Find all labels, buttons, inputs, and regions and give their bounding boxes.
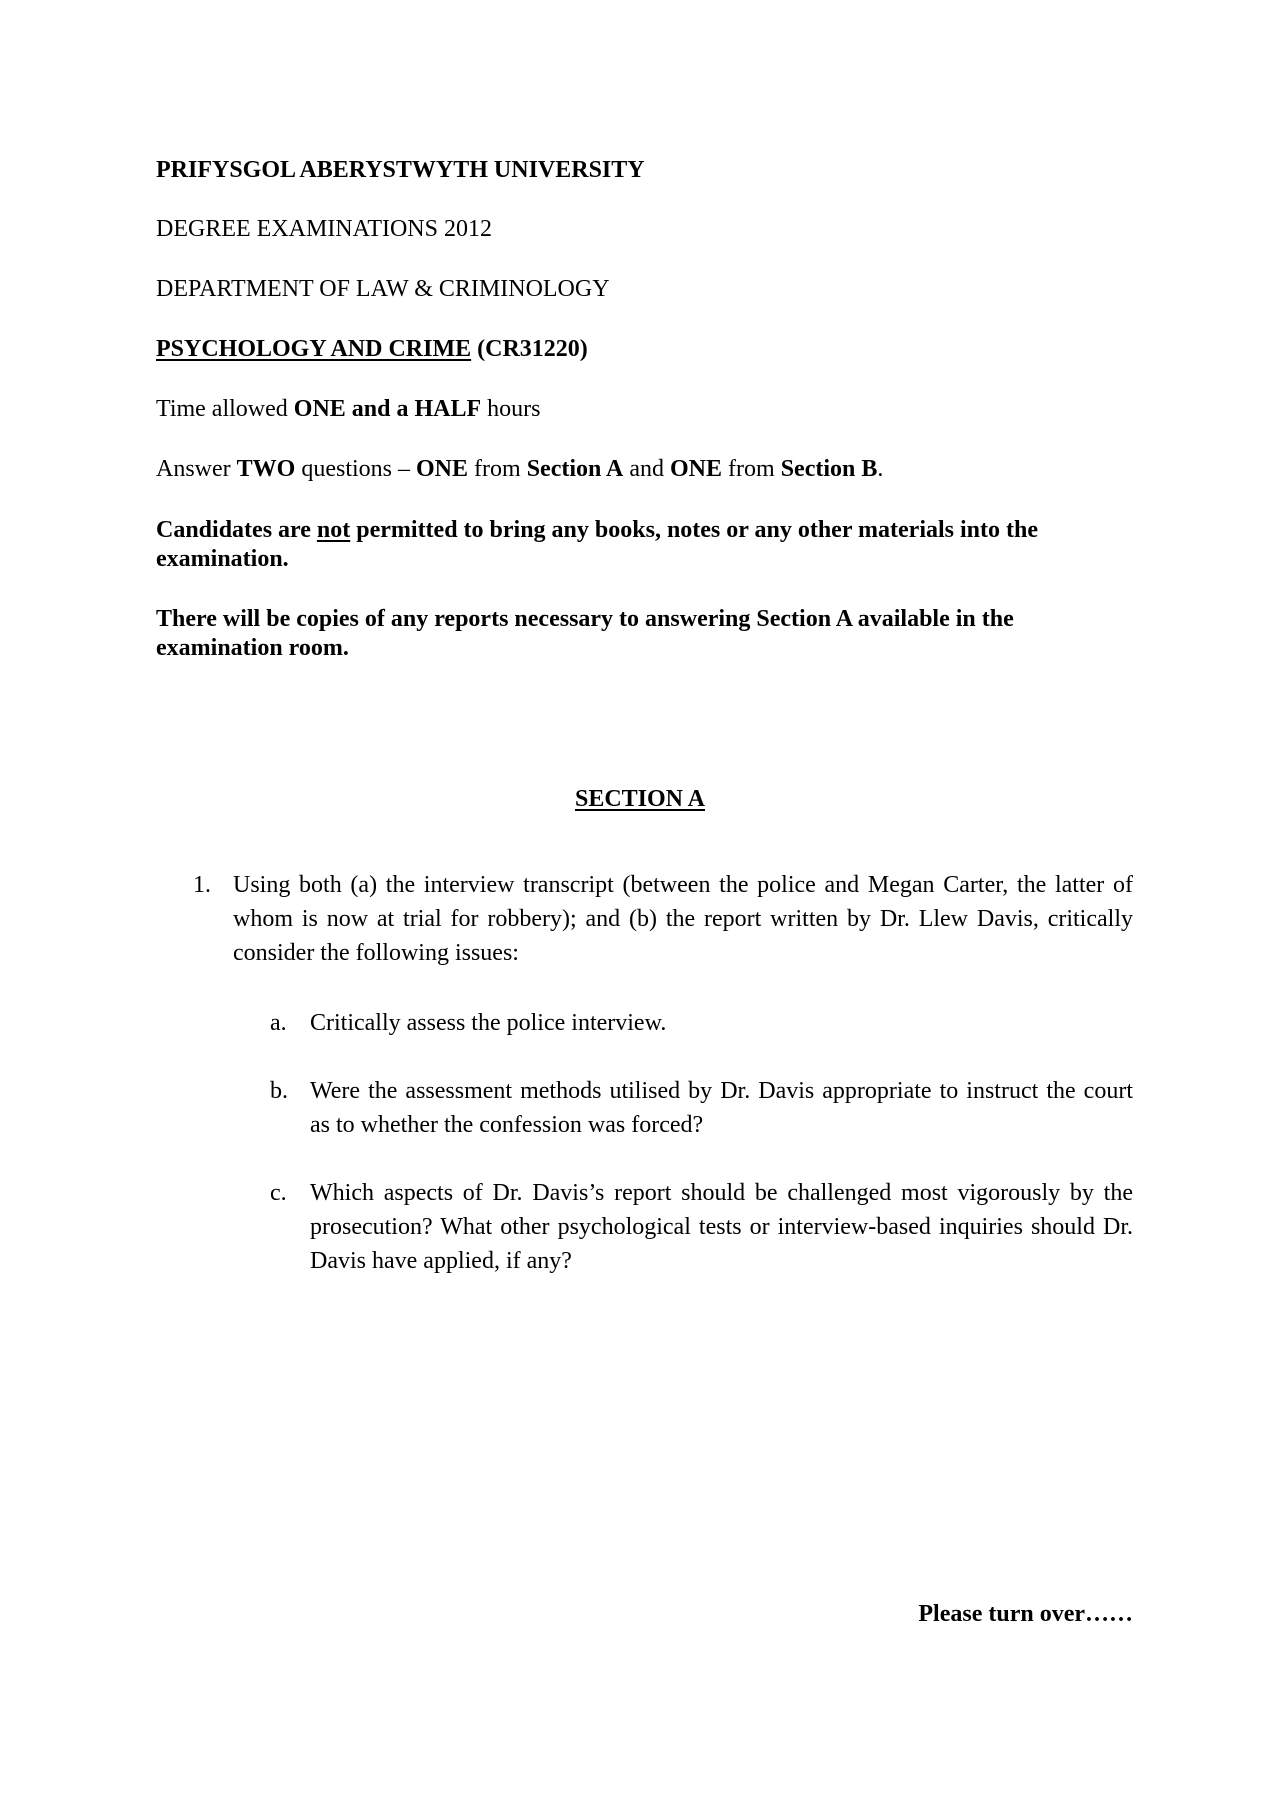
- part-b-text: Were the assessment methods utilised by Dr. Davis appropriate to instruct the court as to whether the confession was forced?: [310, 1078, 1133, 1138]
- materials-not: not: [316, 517, 351, 543]
- answer-end: .: [877, 456, 884, 482]
- university-name: PRIFYSGOL ABERYSTWYTH UNIVERSITY: [156, 157, 645, 183]
- module-heading: [156, 335, 588, 364]
- turn-over-note: Please turn over……: [918, 1601, 1133, 1627]
- materials-notice: [156, 516, 1116, 574]
- part-a-text: Critically assess the police interview.: [310, 1010, 667, 1036]
- part-b-letter: b.: [270, 1078, 288, 1104]
- answer-prefix: Answer: [156, 456, 237, 482]
- exam-title: DEGREE EXAMINATIONS 2012: [156, 216, 492, 242]
- time-allowed: [156, 395, 541, 424]
- time-emphasis: ONE and a HALF: [293, 396, 482, 422]
- time-suffix: hours: [481, 396, 541, 422]
- section-a-heading: SECTION A: [574, 786, 706, 812]
- time-prefix: Time allowed: [156, 396, 294, 422]
- answer-one-a: ONE: [416, 456, 469, 482]
- part-a-letter: a.: [270, 1010, 287, 1036]
- part-c-text: Which aspects of Dr. Davis’s report should be challenged most vigorously by the prosecution? What other psychological tests or interview-based inquiries should Dr. Davis have applied, if any?: [310, 1180, 1133, 1274]
- department-name: DEPARTMENT OF LAW & CRIMINOLOGY: [156, 276, 610, 302]
- question-number: 1.: [193, 872, 211, 898]
- answer-mid2: from: [468, 456, 527, 482]
- reports-notice: There will be copies of any reports necessary to answering Section A available in the examination room.: [156, 606, 1014, 661]
- module-code: (CR31220): [477, 336, 588, 362]
- answer-section-a: Section A: [526, 456, 624, 482]
- answer-mid1: questions –: [295, 456, 417, 482]
- answer-section-b: Section B: [780, 456, 878, 482]
- answer-instruction: [156, 455, 883, 484]
- answer-mid3: and: [623, 456, 671, 482]
- module-title: PSYCHOLOGY AND CRIME: [156, 336, 472, 362]
- question-text: Using both (a) the interview transcript (between the police and Megan Carter, the latter of whom is now at trial for robbery); and (b) the report written by Dr. Llew Davis, critically consider the following issues:: [233, 872, 1133, 966]
- answer-two: TWO: [236, 456, 296, 482]
- materials-prefix: Candidates are: [156, 517, 317, 543]
- materials-suffix: permitted to bring any books, notes or any other materials into the examination.: [156, 517, 1039, 572]
- answer-one-b: ONE: [670, 456, 723, 482]
- part-c-letter: c.: [270, 1180, 287, 1206]
- answer-mid4: from: [722, 456, 781, 482]
